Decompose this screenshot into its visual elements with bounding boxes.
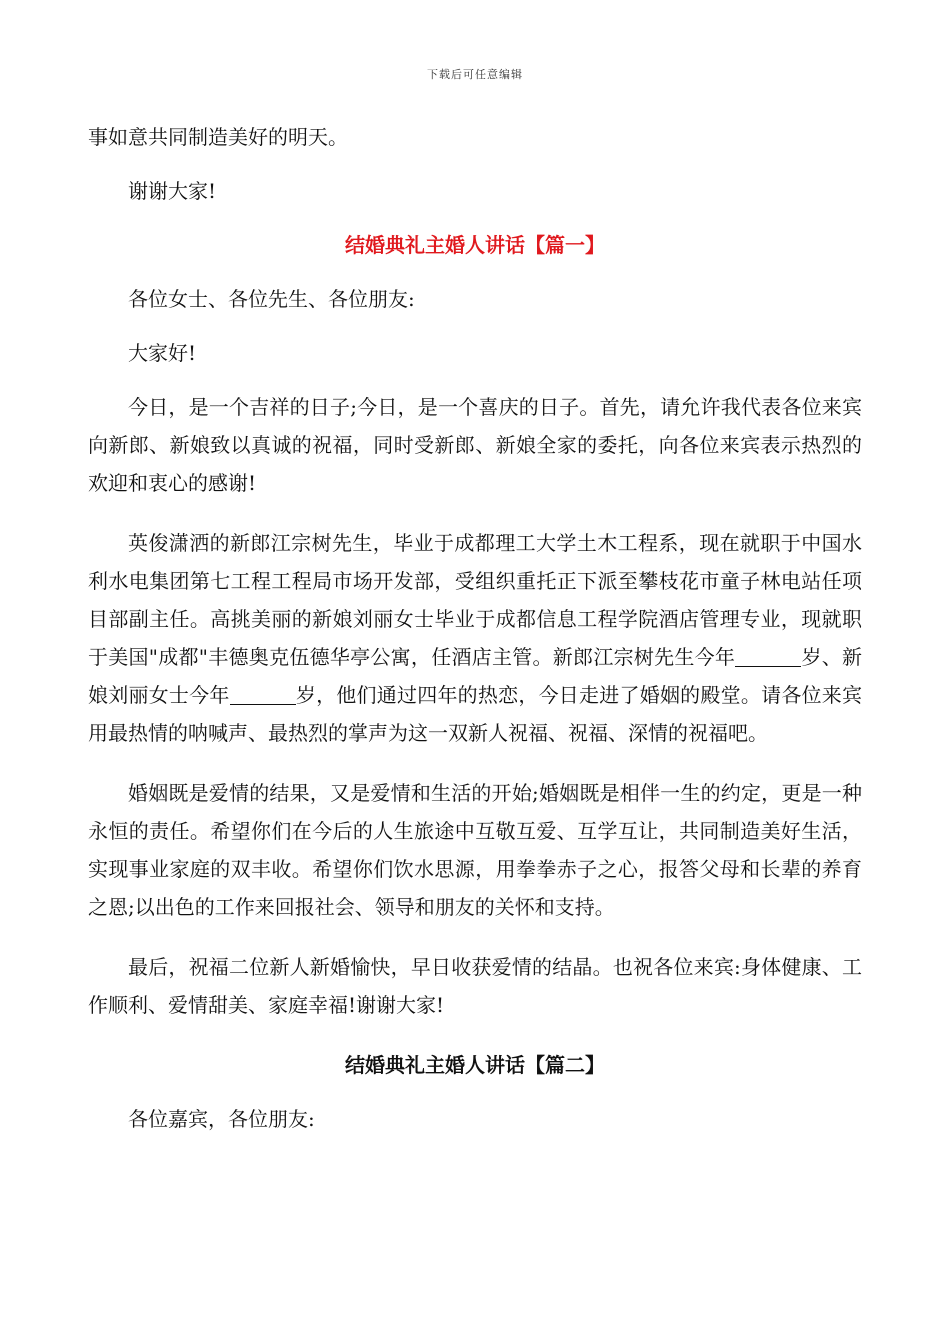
age-blank-groom bbox=[735, 646, 801, 667]
age-blank-bride bbox=[230, 684, 296, 705]
section-1-greeting: 各位女士、各位先生、各位朋友: bbox=[128, 287, 415, 311]
paragraph-2-part-a: 英俊潇洒的新郎江宗树先生，毕业于成都理工大学土木工程系，现在就职于中国水利水电集团第七工程工程局市场开发部，受组织重托正下派至攀枝花市童子林电站任项目部副主任。高挑美丽的新娘刘丽女士毕业于成都信息工程学院酒店管理专业，现就职于美国"成都"丰德奥克伍德华亭公寓，任酒店主管。新郎江宗树先生今年 bbox=[88, 531, 862, 669]
section-1-paragraph-4: 最后，祝福二位新人新婚愉快，早日收获爱情的结晶。也祝各位来宾:身体健康、工作顺利、爱情甜美、家庭幸福!谢谢大家! bbox=[88, 955, 862, 1017]
section-1-hello: 大家好! bbox=[128, 341, 197, 365]
thanks-line: 谢谢大家! bbox=[128, 179, 217, 203]
section-1-paragraph-1: 今日，是一个吉祥的日子;今日，是一个喜庆的日子。首先，请允许我代表各位来宾向新郎、新娘致以真诚的祝福，同时受新郎、新娘全家的委托，向各位来宾表示热烈的欢迎和衷心的感谢! bbox=[88, 395, 862, 495]
paragraph-2-part-c: 岁，他们通过四年的热恋，今日走进了婚姻的殿堂。请各位来宾用最热情的呐喊声、最热烈的掌声为这一双新人祝福、祝福、深情的祝福吧。 bbox=[88, 683, 863, 745]
section-1-paragraph-3: 婚姻既是爱情的结果，又是爱情和生活的开始;婚姻既是相伴一生的约定，更是一种永恒的责任。希望你们在今后的人生旅途中互敬互爱、互学互让，共同制造美好生活，实现事业家庭的双丰收。希望你们饮水思源，用拳拳赤子之心，报答父母和长辈的养育之恩;以出色的工作来回报社会、领导和朋友的关怀和支持。 bbox=[88, 781, 862, 919]
page-header-note: 下载后可任意编辑 bbox=[427, 68, 523, 81]
paragraph-2-part-b: 岁、新娘刘丽女士今年 bbox=[88, 645, 863, 707]
document-body bbox=[88, 118, 862, 1138]
section-1-title: 结婚典礼主婚人讲话【篇一】 bbox=[345, 233, 605, 257]
section-2-title: 结婚典礼主婚人讲话【篇二】 bbox=[345, 1053, 605, 1077]
section-2-greeting: 各位嘉宾，各位朋友: bbox=[128, 1107, 315, 1131]
continuation-paragraph: 事如意共同制造美好的明天。 bbox=[88, 125, 348, 149]
section-1-paragraph-2 bbox=[88, 524, 862, 752]
